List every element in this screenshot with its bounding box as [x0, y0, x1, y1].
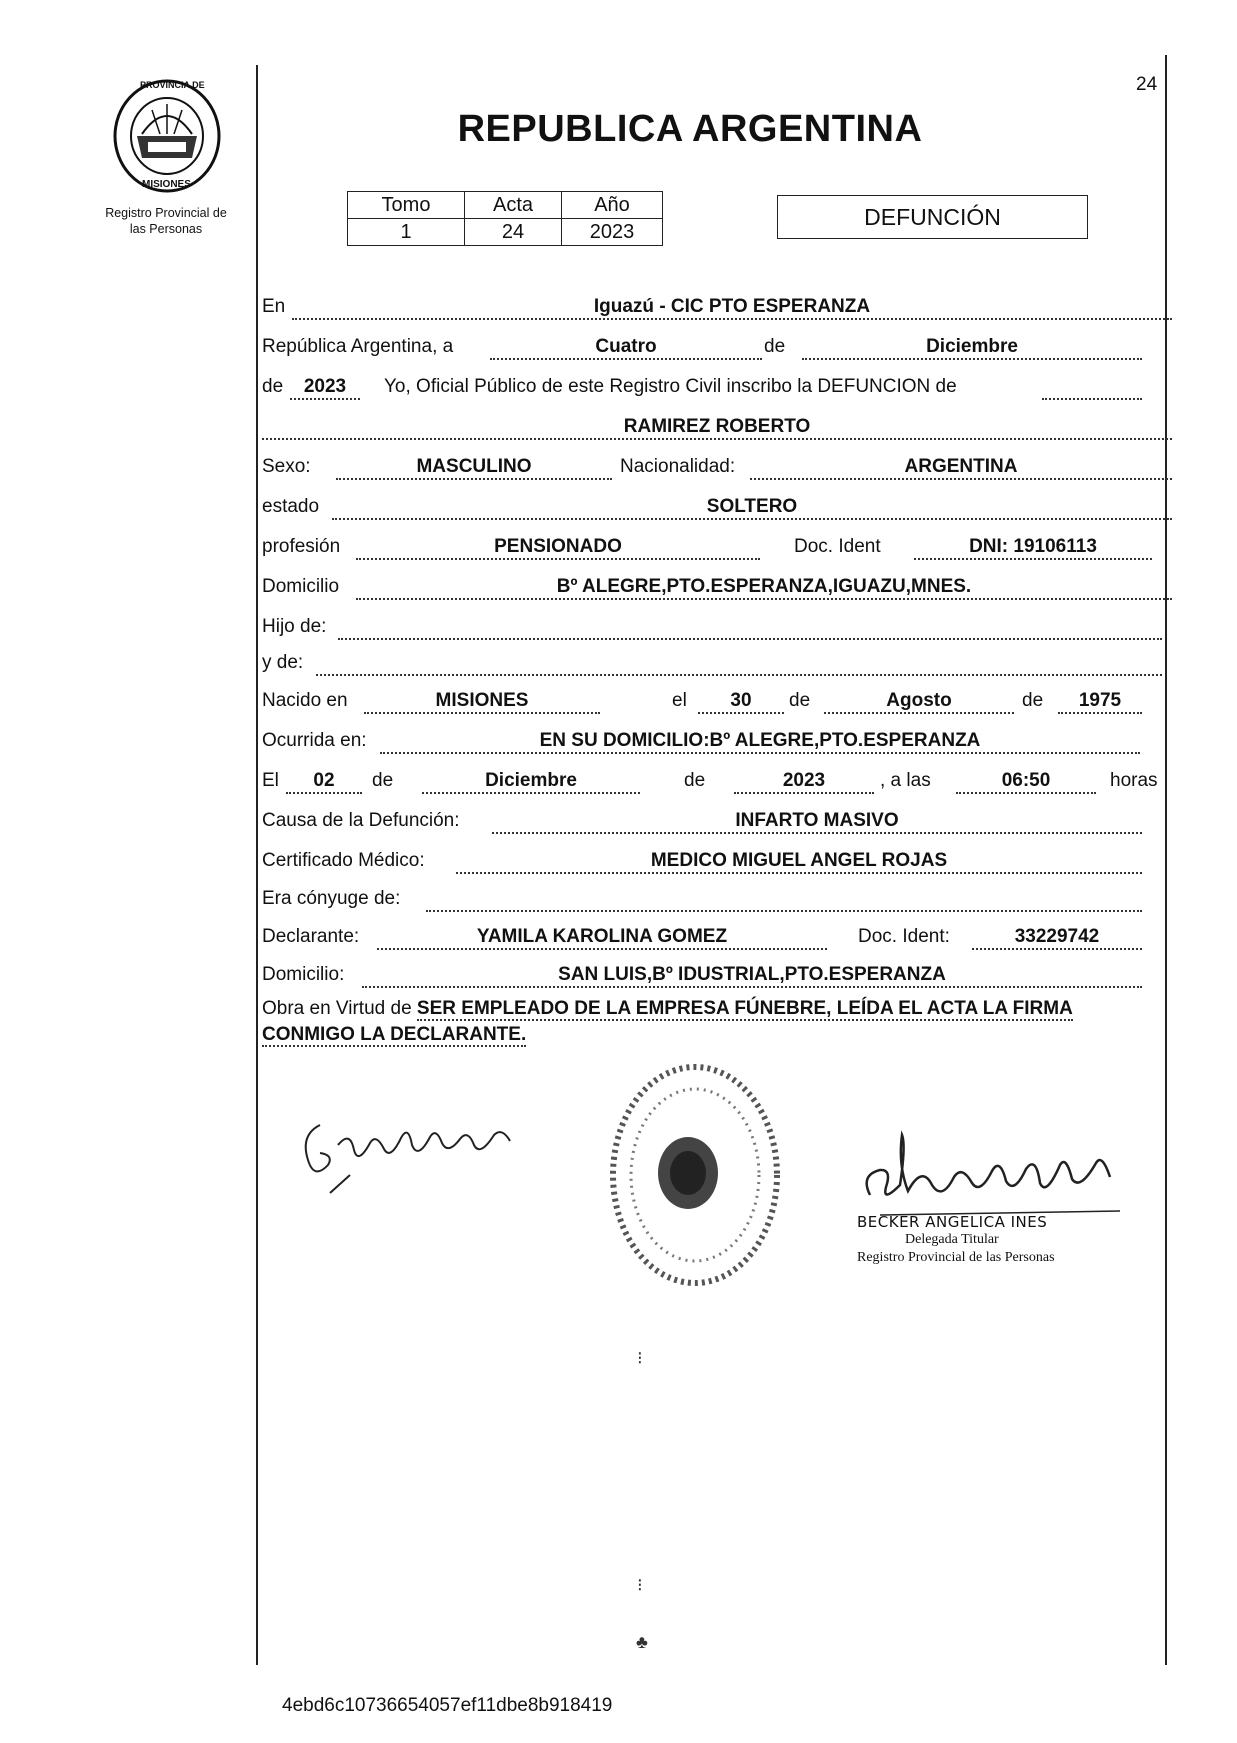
label-de-4: de — [1022, 690, 1044, 711]
label-estado: estado — [262, 496, 320, 517]
label-causa: Causa de la Defunción: — [262, 810, 460, 831]
label-official: Yo, Oficial Público de este Registro Civil inscribo la DEFUNCION de — [384, 376, 957, 397]
field-domicilio: Bº ALEGRE,PTO.ESPERANZA,IGUAZU,MNES. — [356, 576, 1172, 600]
footer-hash: 4ebd6c10736654057ef11dbe8b918419 — [282, 1695, 613, 1716]
label-de-3: de — [789, 690, 811, 711]
row-republica — [262, 336, 1142, 362]
field-birth-day: 30 — [698, 690, 784, 714]
row-estado — [262, 496, 1172, 522]
officer-block — [857, 1213, 1055, 1267]
label-el: el — [672, 690, 687, 711]
label-conyuge: Era cónyuge de: — [262, 888, 401, 909]
field-day: Cuatro — [490, 336, 762, 360]
field-deceased-name: RAMIREZ ROBERTO — [262, 416, 1172, 440]
field-death-day: 02 — [286, 770, 362, 794]
field-birth-month: Agosto — [824, 690, 1014, 714]
label-el-2: El — [262, 770, 279, 791]
field-place: Iguazú - CIC PTO ESPERANZA — [292, 296, 1172, 320]
field-hijo — [338, 616, 1162, 640]
label-horas: horas — [1110, 770, 1158, 791]
header-ano: Año — [562, 192, 663, 219]
label-decl-domicilio: Domicilio: — [262, 964, 345, 985]
row-decl-domicilio — [262, 964, 1142, 990]
label-y-de: y de: — [262, 652, 304, 673]
officer-role: Delegada Titular — [905, 1232, 999, 1247]
registry-line-1: Registro Provincial de — [105, 206, 227, 220]
field-month: Diciembre — [802, 336, 1142, 360]
label-de-5: de — [372, 770, 394, 791]
officer-name: BECKER ANGELICA INES — [857, 1213, 1048, 1231]
label-certificado: Certificado Médico: — [262, 850, 425, 871]
field-conyuge — [426, 888, 1142, 912]
field-doc-ident: DNI: 19106113 — [914, 536, 1152, 560]
field-obra: SER EMPLEADO DE LA EMPRESA FÚNEBRE, LEÍDA EL ACTA LA FIRMA CONMIGO LA DECLARANTE. — [262, 998, 1073, 1045]
row-obra — [262, 996, 1162, 1048]
row-certificado — [262, 850, 1142, 876]
record-table — [347, 191, 663, 246]
field-causa: INFARTO MASIVO — [492, 810, 1142, 834]
label-decl-doc: Doc. Ident: — [858, 926, 950, 947]
page-title: REPUBLICA ARGENTINA — [457, 108, 923, 150]
label-obra: Obra en Virtud de — [262, 998, 412, 1019]
page-number: 24 — [1136, 74, 1158, 95]
label-a-las: , a las — [880, 770, 931, 791]
value-acta: 24 — [465, 219, 562, 246]
declarant-signature — [290, 1105, 530, 1200]
row-ocurrida — [262, 730, 1142, 756]
field-ocurrida: EN SU DOMICILIO:Bº ALEGRE,PTO.ESPERANZA — [380, 730, 1140, 754]
field-estado: SOLTERO — [332, 496, 1172, 520]
field-profesion: PENSIONADO — [356, 536, 760, 560]
officer-registry: Registro Provincial de las Personas — [857, 1250, 1055, 1265]
official-stamp-icon — [600, 1055, 790, 1300]
field-y-de — [316, 652, 1162, 676]
label-de-6: de — [684, 770, 706, 791]
label-profesion: profesión — [262, 536, 341, 557]
seal-text-bottom: MISIONES — [142, 179, 191, 190]
left-margin-line — [256, 65, 258, 1665]
label-en: En — [262, 296, 286, 317]
row-yde — [262, 652, 1162, 678]
field-nacido: MISIONES — [364, 690, 600, 714]
row-nacido — [262, 690, 1142, 716]
label-nacionalidad: Nacionalidad: — [620, 456, 736, 477]
label-nacido: Nacido en — [262, 690, 348, 711]
label-sexo: Sexo: — [262, 456, 311, 477]
row-profesion — [262, 536, 1152, 562]
value-tomo: 1 — [348, 219, 465, 246]
value-ano: 2023 — [562, 219, 663, 246]
registry-line-2: las Personas — [129, 222, 203, 236]
field-year: 2023 — [290, 376, 360, 400]
seal-text-top: PROVINCIA DE — [140, 80, 205, 90]
label-declarante: Declarante: — [262, 926, 360, 947]
label-republica: República Argentina, a — [262, 336, 454, 357]
row-domicilio — [262, 576, 1172, 602]
header-acta: Acta — [465, 192, 562, 219]
field-certificado: MEDICO MIGUEL ANGEL ROJAS — [456, 850, 1142, 874]
field-birth-year: 1975 — [1058, 690, 1142, 714]
row-name — [262, 416, 1172, 442]
field-declarante: YAMILA KAROLINA GOMEZ — [377, 926, 827, 950]
field-nacionalidad: ARGENTINA — [750, 456, 1172, 480]
scan-mark-icon: ⁝ — [637, 1348, 643, 1368]
scan-mark-icon: ♣ — [636, 1632, 648, 1652]
row-hijo — [262, 616, 1162, 642]
label-doc-ident: Doc. Ident — [794, 536, 881, 557]
field-decl-domicilio: SAN LUIS,Bº IDUSTRIAL,PTO.ESPERANZA — [362, 964, 1142, 988]
field-death-year: 2023 — [734, 770, 874, 794]
label-hijo: Hijo de: — [262, 616, 327, 637]
field-official-blank — [1042, 376, 1142, 400]
row-de-year — [262, 376, 1142, 402]
registry-name — [86, 205, 246, 237]
document-type: DEFUNCIÓN — [777, 195, 1088, 239]
row-en — [262, 296, 1172, 322]
header-tomo: Tomo — [348, 192, 465, 219]
label-ocurrida: Ocurrida en: — [262, 730, 367, 751]
label-domicilio: Domicilio — [262, 576, 340, 597]
field-death-time: 06:50 — [956, 770, 1096, 794]
row-conyuge — [262, 888, 1142, 914]
field-death-month: Diciembre — [422, 770, 640, 794]
label-de-1: de — [764, 336, 786, 357]
scan-mark-icon: ⁝ — [637, 1575, 643, 1595]
row-fecha-defuncion — [262, 770, 1162, 796]
field-sexo: MASCULINO — [336, 456, 612, 480]
field-decl-doc: 33229742 — [972, 926, 1142, 950]
row-causa — [262, 810, 1142, 836]
provincia-de-misiones-seal-icon — [112, 78, 222, 194]
label-de-2: de — [262, 376, 284, 397]
row-sexo — [262, 456, 1172, 482]
row-declarante — [262, 926, 1142, 952]
